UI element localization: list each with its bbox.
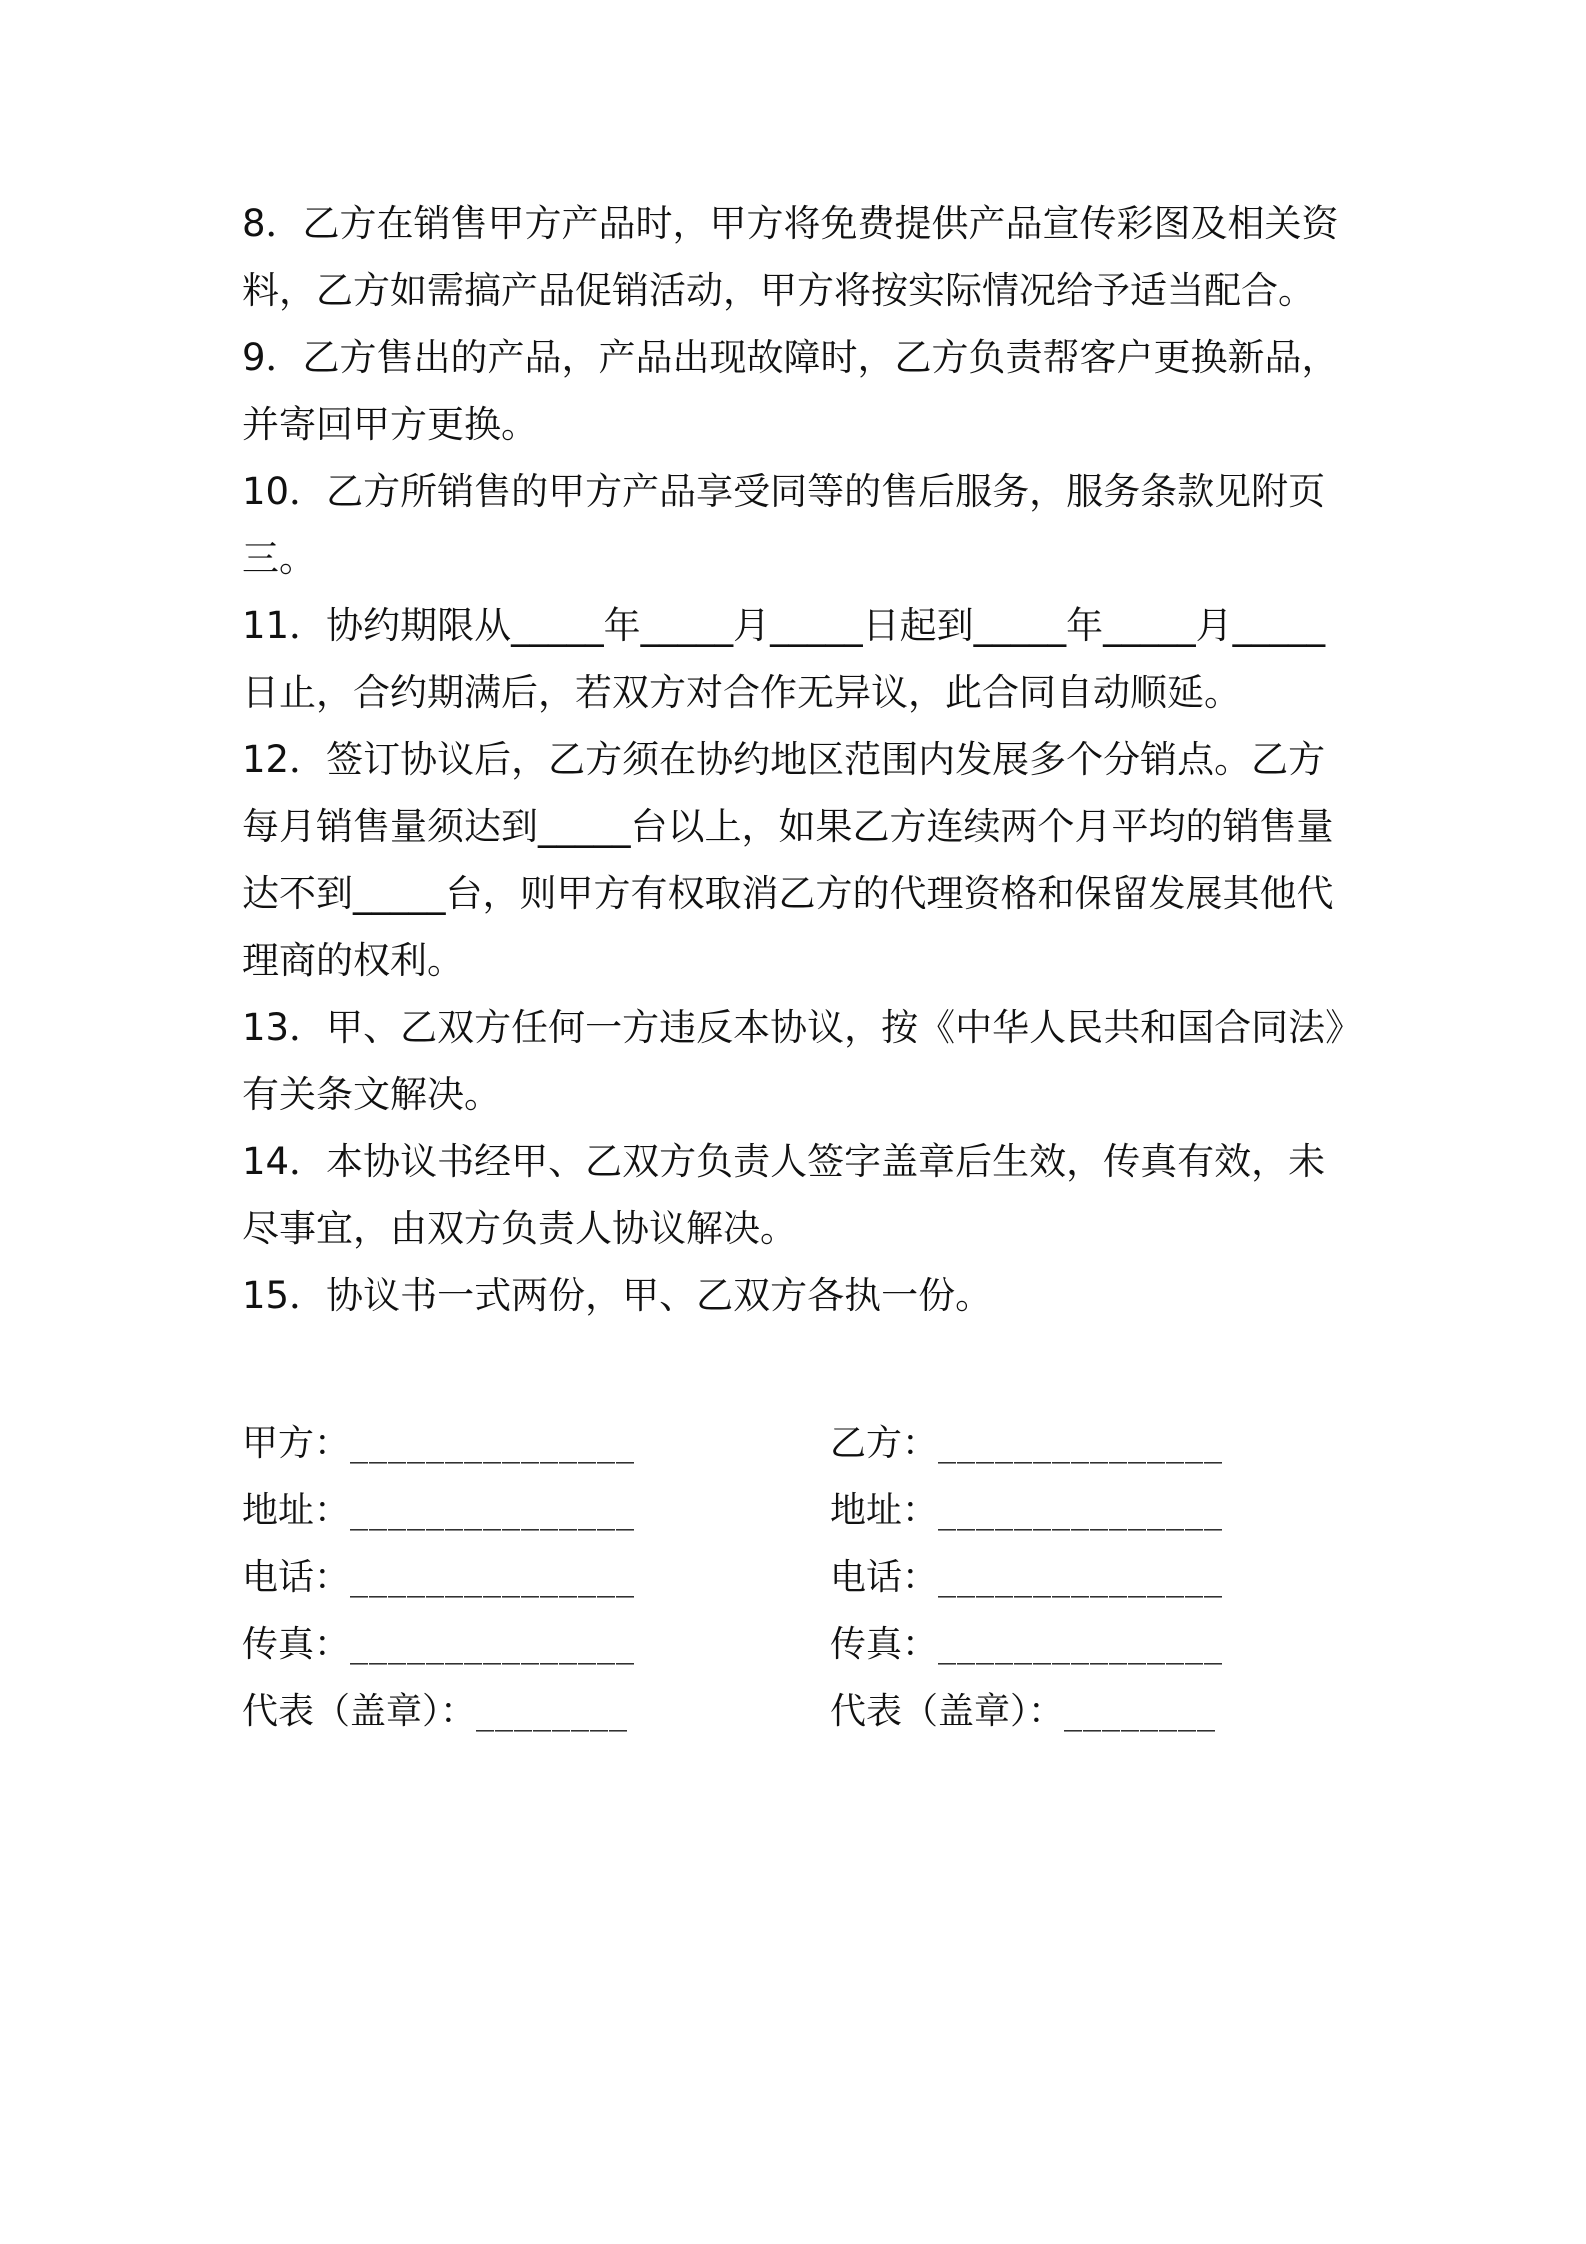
- clause-8: 8．乙方在销售甲方产品时，甲方将免费提供产品宣传彩图及相关资料，乙方如需搞产品促销活动，甲方将按实际情况给予适当配合。: [242, 202, 1339, 312]
- clause-10: 10．乙方所销售的甲方产品享受同等的售后服务，服务条款见附页三。: [242, 470, 1326, 580]
- party-a-address-field: [242, 1477, 635, 1544]
- party-b-representative-line: ________: [1064, 1691, 1217, 1732]
- party-a-representative-line: ________: [476, 1691, 629, 1732]
- party-a-phone-line: _______________: [350, 1557, 636, 1598]
- party-a-phone-label: 电话：: [242, 1557, 351, 1598]
- signature-row-phone: [242, 1544, 1242, 1611]
- party-b-phone-label: 电话：: [830, 1557, 939, 1598]
- clause-12: 12．签订协议后，乙方须在协约地区范围内发展多个分销点。乙方每月销售量须达到_____台以上，如果乙方连续两个月平均的销售量达不到_____台，则甲方有权取消乙方的代理资格和保留发展其他代理商的权利。: [242, 738, 1334, 982]
- signature-row-party: [242, 1410, 1242, 1477]
- clause-11: 11．协约期限从_____年_____月_____日起到_____年_____月_____日止，合约期满后，若双方对合作无异议，此合同自动顺延。: [242, 604, 1326, 714]
- party-a-fax-line: _______________: [350, 1624, 636, 1665]
- clause-14: 14．本协议书经甲、乙双方负责人签字盖章后生效，传真有效，未尽事宜，由双方负责人协议解决。: [242, 1140, 1326, 1250]
- party-a-fax-label: 传真：: [242, 1624, 351, 1665]
- party-a-representative-label: 代表（盖章）：: [242, 1691, 477, 1732]
- party-b-line: _______________: [938, 1423, 1224, 1464]
- party-a-representative-field: [242, 1678, 628, 1745]
- party-a-address-label: 地址：: [242, 1490, 351, 1531]
- party-b-address-label: 地址：: [830, 1490, 939, 1531]
- signature-section: [242, 1410, 1242, 1745]
- party-b-representative-label: 代表（盖章）：: [830, 1691, 1065, 1732]
- party-b-fax-line: _______________: [938, 1624, 1224, 1665]
- party-a-fax-field: [242, 1611, 635, 1678]
- party-b-address-field: [830, 1477, 1223, 1544]
- party-b-phone-field: [830, 1544, 1223, 1611]
- party-a-phone-field: [242, 1544, 635, 1611]
- party-b-address-line: _______________: [938, 1490, 1224, 1531]
- clause-15: 15．协议书一式两份，甲、乙双方各执一份。: [242, 1274, 993, 1317]
- signature-row-address: [242, 1477, 1242, 1544]
- party-a-line: _______________: [350, 1423, 636, 1464]
- party-b-fax-label: 传真：: [830, 1624, 939, 1665]
- party-b-field: [830, 1410, 1223, 1477]
- signature-row-fax: [242, 1611, 1242, 1678]
- party-b-phone-line: _______________: [938, 1557, 1224, 1598]
- signature-row-representative: [242, 1678, 1242, 1745]
- party-b-fax-field: [830, 1611, 1223, 1678]
- party-a-label: 甲方：: [242, 1423, 351, 1464]
- party-a-field: [242, 1410, 635, 1477]
- clause-13: 13．甲、乙双方任何一方违反本协议，按《中华人民共和国合同法》有关条文解决。: [242, 1006, 1344, 1116]
- party-a-address-line: _______________: [350, 1490, 636, 1531]
- party-b-label: 乙方：: [830, 1423, 939, 1464]
- clause-9: 9．乙方售出的产品，产品出现故障时，乙方负责帮客户更换新品，并寄回甲方更换。: [242, 336, 1339, 446]
- party-b-representative-field: [830, 1678, 1216, 1745]
- contract-clauses: [242, 190, 1362, 1329]
